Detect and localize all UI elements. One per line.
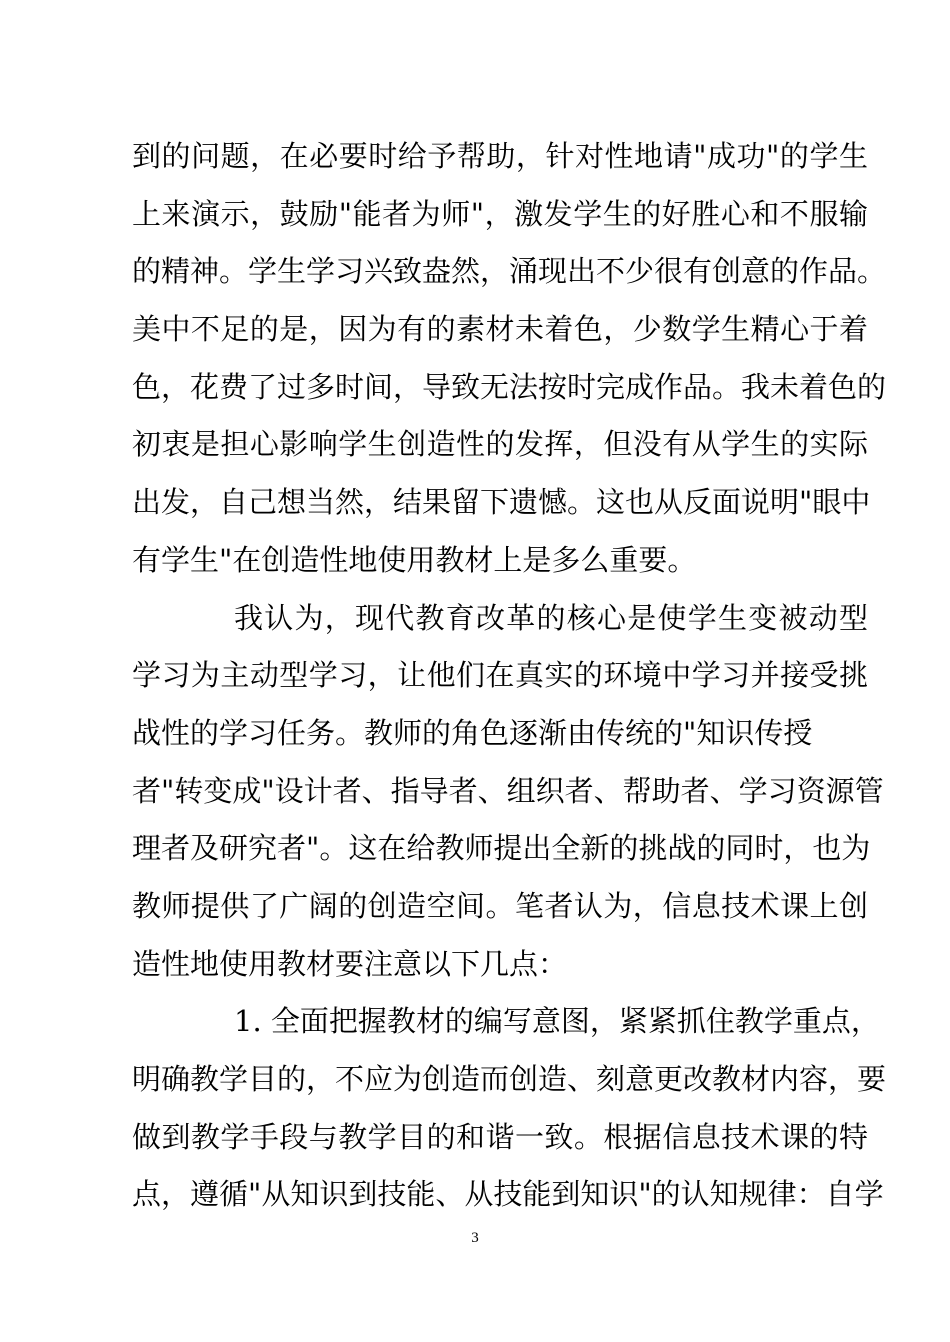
text-line: 战性的学习任务。教师的角色逐渐由传统的"知识传授 bbox=[132, 715, 813, 750]
text-line: 点，遵循"从知识到技能、从技能到知识"的认知规律：自学 bbox=[132, 1177, 884, 1212]
text-line: 我认为，现代教育改革的核心是使学生变被动型 bbox=[234, 600, 868, 635]
text-line: 美中不足的是，因为有的素材未着色，少数学生精心于着 bbox=[132, 312, 868, 347]
text-line: 做到教学手段与教学目的和谐一致。根据信息技术课的特 bbox=[132, 1119, 868, 1154]
text-line: 者"转变成"设计者、指导者、组织者、帮助者、学习资源管 bbox=[132, 773, 884, 808]
text-line: 1. 全面把握教材的编写意图，紧紧抓住教学重点， bbox=[234, 1004, 880, 1039]
text-line: 上来演示，鼓励"能者为师"，激发学生的好胜心和不服输 bbox=[132, 196, 868, 231]
text-line: 明确教学目的，不应为创造而创造、刻意更改教材内容，要 bbox=[132, 1062, 887, 1096]
text-line: 学习为主动型学习，让他们在真实的环境中学习并接受挑 bbox=[132, 658, 868, 693]
text-line: 初衷是担心影响学生创造性的发挥，但没有从学生的实际 bbox=[132, 427, 868, 462]
text-line: 有学生"在创造性地使用教材上是多么重要。 bbox=[132, 542, 697, 577]
text-line: 造性地使用教材要注意以下几点： bbox=[132, 946, 568, 981]
text-line: 色，花费了过多时间，导致无法按时完成作品。我未着色的 bbox=[132, 369, 887, 404]
text-line: 出发，自己想当然，结果留下遗憾。这也从反面说明"眼中 bbox=[132, 485, 871, 520]
text-line: 理者及研究者"。这在给教师提出全新的挑战的同时，也为 bbox=[132, 831, 871, 866]
body-text bbox=[132, 128, 887, 1224]
text-line: 教师提供了广阔的创造空间。笔者认为，信息技术课上创 bbox=[132, 888, 868, 923]
text-line: 到的问题，在必要时给予帮助，针对性地请"成功"的学生 bbox=[132, 139, 868, 173]
page-number: 3 bbox=[471, 1230, 479, 1246]
text-line: 的精神。学生学习兴致盎然，涌现出不少很有创意的作品。 bbox=[132, 254, 887, 289]
